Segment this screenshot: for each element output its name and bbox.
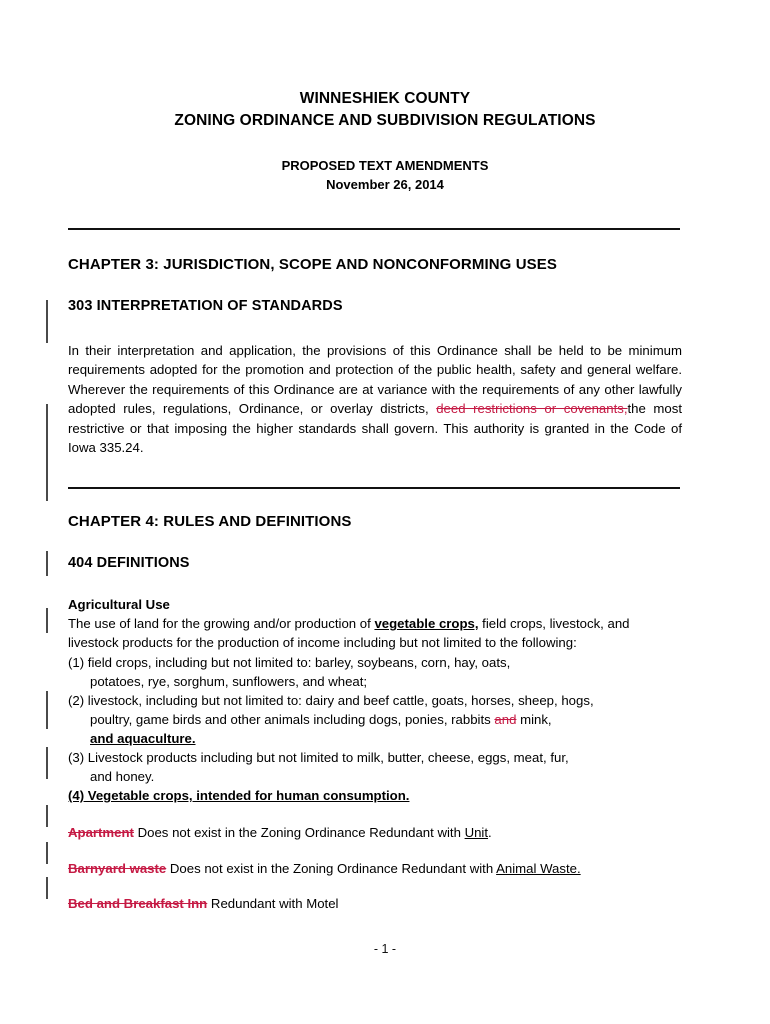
apartment-note-before-ref: Does not exist in the Zoning Ordinance Redundant with: [133, 825, 465, 840]
document-title-line-2: ZONING ORDINANCE AND SUBDIVISION REGULATIONS: [174, 112, 596, 129]
deleted-definition-bed-and-breakfast-inn: [68, 894, 682, 913]
list-item-2-text-before-deletion: poultry, game birds and other animals including dogs, ponies, rabbits: [90, 712, 495, 727]
change-bar: [46, 608, 48, 633]
document-date: November 26, 2014: [326, 177, 444, 192]
inserted-text-vegetable-crops-item: (4) Vegetable crops, intended for human consumption.: [68, 788, 410, 803]
section-303-body-part-1: In their interpretation and application, the provisions of this Ordinance shall be held to be minimum requirements adopted for the promotion and protection of the public health, safety and general welfare. Wherever the requirements of this Ordinance are at variance with the requirements of any other lawfully adopted rules, regulations, Ordinance, or overlay districts,: [68, 343, 682, 417]
definition-term-agricultural-use: Agricultural Use: [68, 597, 170, 612]
deleted-term-bed-and-breakfast-inn: Bed and Breakfast Inn: [68, 896, 208, 911]
section-303-paragraph: [68, 341, 682, 457]
list-item-3-line-1: [68, 748, 682, 767]
deleted-term-apartment: Apartment: [68, 825, 134, 840]
change-bar: [46, 747, 48, 779]
list-item-3-line-2: [68, 767, 704, 786]
section-303-heading: 303 INTERPRETATION OF STANDARDS: [68, 298, 343, 314]
bed-breakfast-note-before-ref: Redundant with Motel: [207, 896, 339, 911]
document-title-line-1: WINNESHIEK COUNTY: [299, 90, 471, 107]
inserted-text-and-aquaculture: and aquaculture.: [90, 731, 196, 746]
list-item-1-marker: (1): [68, 655, 85, 670]
horizontal-rule-top: [68, 228, 680, 230]
list-item-2-text-line-1: livestock, including but not limited to: dairy and beef cattle, goats, horses, sheep, hogs,: [87, 693, 594, 708]
horizontal-rule-middle: [68, 487, 680, 489]
deleted-text-deed-restrictions: deed restrictions or covenants,: [436, 401, 628, 417]
agricultural-use-lead-before: The use of land for the growing and/or production of: [68, 616, 375, 631]
barnyard-note-before-ref: Does not exist in the Zoning Ordinance Redundant with: [166, 861, 497, 876]
list-item-2-line-3: [68, 729, 704, 748]
apartment-note-after-ref: .: [488, 825, 492, 840]
list-item-4-line: [68, 786, 682, 805]
deleted-term-barnyard-waste: Barnyard waste: [68, 861, 167, 876]
change-bar: [46, 300, 48, 343]
document-subtitle-block: [0, 156, 770, 194]
page-number: - 1 -: [373, 942, 397, 956]
list-item-2-line-2: [68, 710, 704, 729]
reference-animal-waste: Animal Waste.: [496, 861, 581, 876]
list-item-1-line-1: [68, 653, 682, 672]
change-bar: [46, 551, 48, 576]
agricultural-use-lead-paragraph: [68, 614, 682, 653]
list-item-3-text-line-2: and honey.: [90, 769, 155, 784]
section-303-body-part-2: the most restrictive or that imposing the higher standards shall govern. This authority is granted in the Code of Iowa 335.24.: [68, 401, 682, 456]
chapter-3-heading: CHAPTER 3: JURISDICTION, SCOPE AND NONCONFORMING USES: [68, 256, 557, 273]
change-bar: [46, 404, 48, 501]
list-item-1-text-line-2: potatoes, rye, sorghum, sunflowers, and wheat;: [90, 674, 368, 689]
list-item-2-text-after-deletion: mink,: [516, 712, 552, 727]
section-404-heading: 404 DEFINITIONS: [68, 555, 190, 571]
document-header: [0, 88, 770, 194]
change-bar: [46, 691, 48, 729]
inserted-text-vegetable-crops: vegetable crops,: [374, 616, 479, 631]
agricultural-use-lead-after: field crops, livestock, and livestock products for the production of income including but not limited to the following:: [68, 616, 630, 651]
change-bar: [46, 842, 48, 864]
document-subtitle: PROPOSED TEXT AMENDMENTS: [281, 158, 489, 173]
list-item-2-marker: (2): [68, 693, 85, 708]
deleted-definition-apartment: [68, 823, 682, 842]
deleted-definition-barnyard-waste: [68, 859, 682, 878]
deleted-text-and: and: [494, 712, 517, 727]
change-bar: [46, 877, 48, 899]
reference-unit: Unit: [464, 825, 489, 840]
list-item-3-text-line-1: Livestock products including but not limited to milk, butter, cheese, eggs, meat, fur,: [87, 750, 569, 765]
change-bar: [46, 805, 48, 827]
list-item-3-marker: (3): [68, 750, 85, 765]
list-item-1-text-line-1: field crops, including but not limited to: barley, soybeans, corn, hay, oats,: [87, 655, 511, 670]
list-item-1-line-2: [68, 672, 704, 691]
page-footer: [0, 942, 770, 956]
list-item-2-line-1: [68, 691, 682, 710]
chapter-4-heading: CHAPTER 4: RULES AND DEFINITIONS: [68, 513, 352, 530]
